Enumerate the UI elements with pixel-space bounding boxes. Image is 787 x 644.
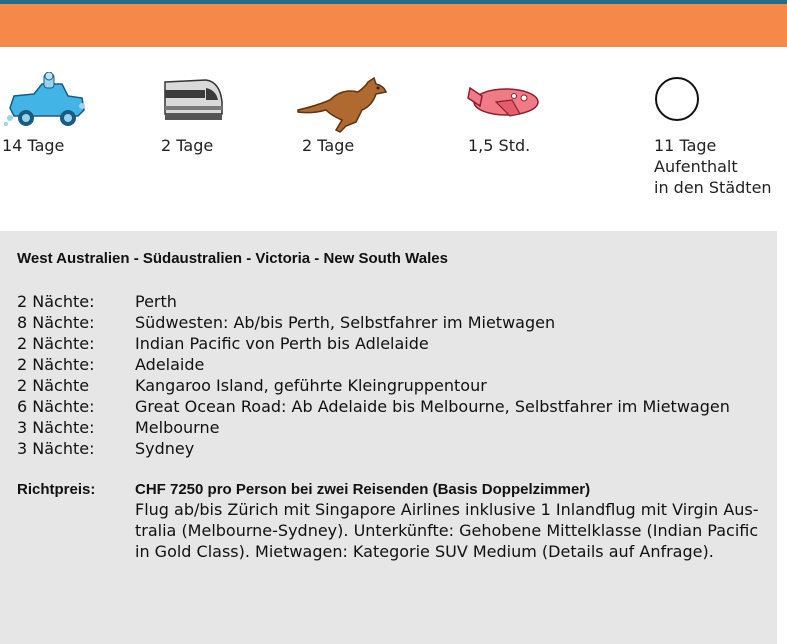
place: Sydney [135,439,195,458]
place: Indian Pacific von Perth bis Adlelaide [135,334,429,353]
place: Perth [135,292,177,311]
richtpreis-details [135,499,763,562]
richtpreis-headline: CHF 7250 pro Person bei zwei Reisenden (Basis Doppelzimmer) [135,481,591,498]
place: Melbourne [135,418,220,437]
nights: 8 Nächte: [17,313,95,332]
stat-label-drive: 14 Tage [2,136,65,155]
richtpreis-line: tralia (Melbourne-Sydney). Unterkünfte: Gehobene Mittelklasse (Indian Pacific [135,521,759,540]
nights: 3 Nächte: [17,439,95,458]
itinerary-panel [0,231,777,644]
place: Adelaide [135,355,205,374]
circle-icon [654,77,700,121]
car-icon [4,72,88,132]
nights: 2 Nächte: [17,355,95,374]
place: Südwesten: Ab/bis Perth, Selbstfahrer im Mietwagen [135,313,556,332]
nights: 2 Nächte [17,376,90,395]
richtpreis-line: Flug ab/bis Zürich mit Singapore Airlines inklusive 1 Inlandflug mit Virgin Aus- [135,500,759,519]
richtpreis-line: in Gold Class). Mietwagen: Kategorie SUV Medium (Details auf Anfrage). [135,542,714,561]
place: Great Ocean Road: Ab Adelaide bis Melbourne, Selbstfahrer im Mietwagen [135,397,730,416]
route-title: West Australien - Südaustralien - Victoria - New South Wales [17,250,448,267]
stat-label-flight: 1,5 Std. [468,136,531,155]
stat-label-cities: 11 Tage Aufenthalt in den Städten [654,136,772,197]
airplane-icon [466,82,542,124]
header-bar [0,4,787,47]
stat-label-train: 2 Tage [161,136,214,155]
train-icon [162,76,224,122]
nights: 2 Nächte: [17,292,95,311]
nights: 3 Nächte: [17,418,95,437]
kangaroo-icon [296,76,390,134]
richtpreis-label: Richtpreis: [17,481,96,498]
nights: 2 Nächte: [17,334,95,353]
stat-label-tour: 2 Tage [302,136,355,155]
place: Kangaroo Island, geführte Kleingruppentour [135,376,487,395]
nights: 6 Nächte: [17,397,95,416]
